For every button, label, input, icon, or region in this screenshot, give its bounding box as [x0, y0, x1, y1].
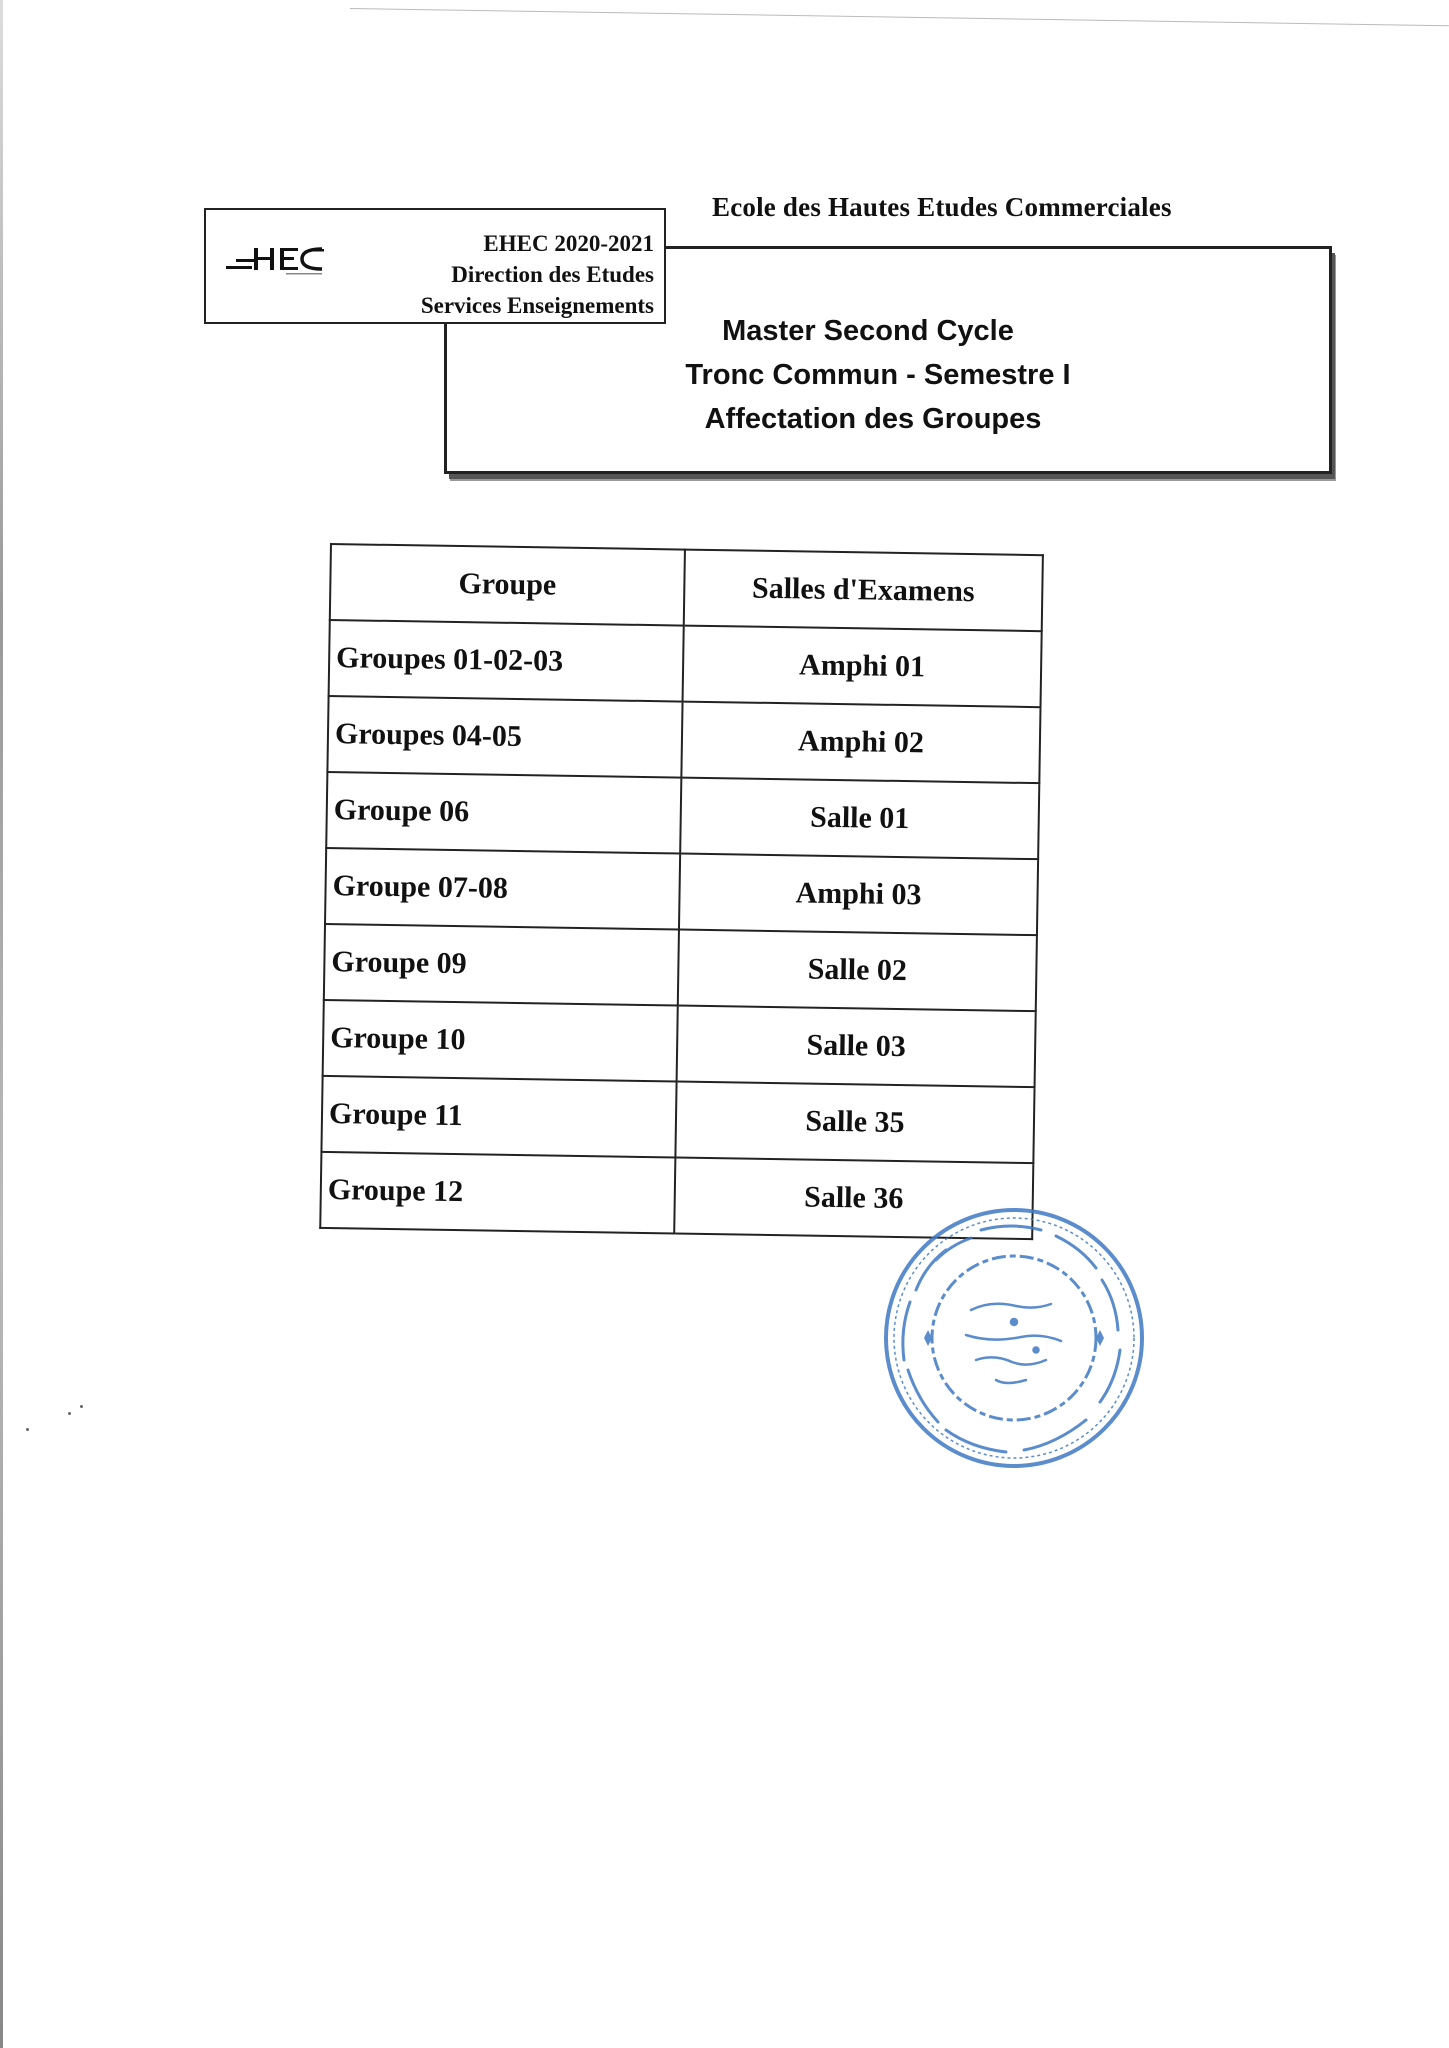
school-name: Ecole des Hautes Etudes Commerciales: [712, 192, 1172, 222]
header-salles: Salles d'Examens: [684, 550, 1043, 632]
table-row: [329, 620, 1042, 707]
salle-cell: Amphi 02: [681, 702, 1040, 784]
salle-cell: Salle 35: [675, 1082, 1034, 1164]
table-row: [326, 772, 1039, 859]
groupe-cell: Groupe 12: [320, 1152, 675, 1234]
direction-line: Direction des Etudes: [451, 262, 654, 287]
title-semester: Tronc Commun - Semestre I: [685, 359, 1071, 391]
institution-header-box: [204, 208, 666, 324]
group-assignment-table-wrapper: [319, 543, 1068, 1241]
ehec-logo-icon: [226, 240, 356, 280]
services-line: Services Enseignements: [420, 293, 654, 318]
groupe-cell: Groupes 01-02-03: [329, 620, 684, 702]
scan-speck: [68, 1412, 71, 1415]
groupe-cell: Groupe 11: [321, 1076, 676, 1158]
table-row: [324, 924, 1037, 1011]
table-row: [325, 848, 1038, 935]
salle-cell: Salle 02: [678, 930, 1037, 1012]
groupe-cell: Groupe 06: [326, 772, 681, 854]
scan-speck: [80, 1405, 83, 1408]
scan-speck: [26, 1428, 29, 1431]
scan-artifact-edge: [0, 0, 3, 2048]
official-stamp-icon: [876, 1200, 1152, 1476]
document-title: [447, 309, 1329, 441]
groupe-cell: Groupes 04-05: [327, 696, 682, 778]
title-program: Master Second Cycle: [722, 315, 1014, 347]
salle-cell: Amphi 01: [683, 626, 1042, 708]
academic-year-line: EHEC 2020-2021: [483, 231, 654, 256]
scan-artifact-line: [350, 8, 1449, 26]
salle-cell: Salle 36: [674, 1158, 1033, 1240]
table-header-row: [330, 544, 1043, 631]
salle-cell: Salle 03: [677, 1006, 1036, 1088]
table-row: [327, 696, 1040, 783]
salle-cell: Salle 01: [680, 778, 1039, 860]
groupe-cell: Groupe 09: [324, 924, 679, 1006]
table-row: [321, 1076, 1034, 1163]
title-subject: Affectation des Groupes: [704, 403, 1042, 435]
salle-cell: Amphi 03: [679, 854, 1038, 936]
groupe-cell: Groupe 07-08: [325, 848, 680, 930]
groupe-cell: Groupe 10: [323, 1000, 678, 1082]
institution-header-text: [421, 228, 654, 321]
group-assignment-table: [319, 543, 1044, 1240]
table-row: [323, 1000, 1036, 1087]
header-groupe: Groupe: [330, 544, 685, 626]
